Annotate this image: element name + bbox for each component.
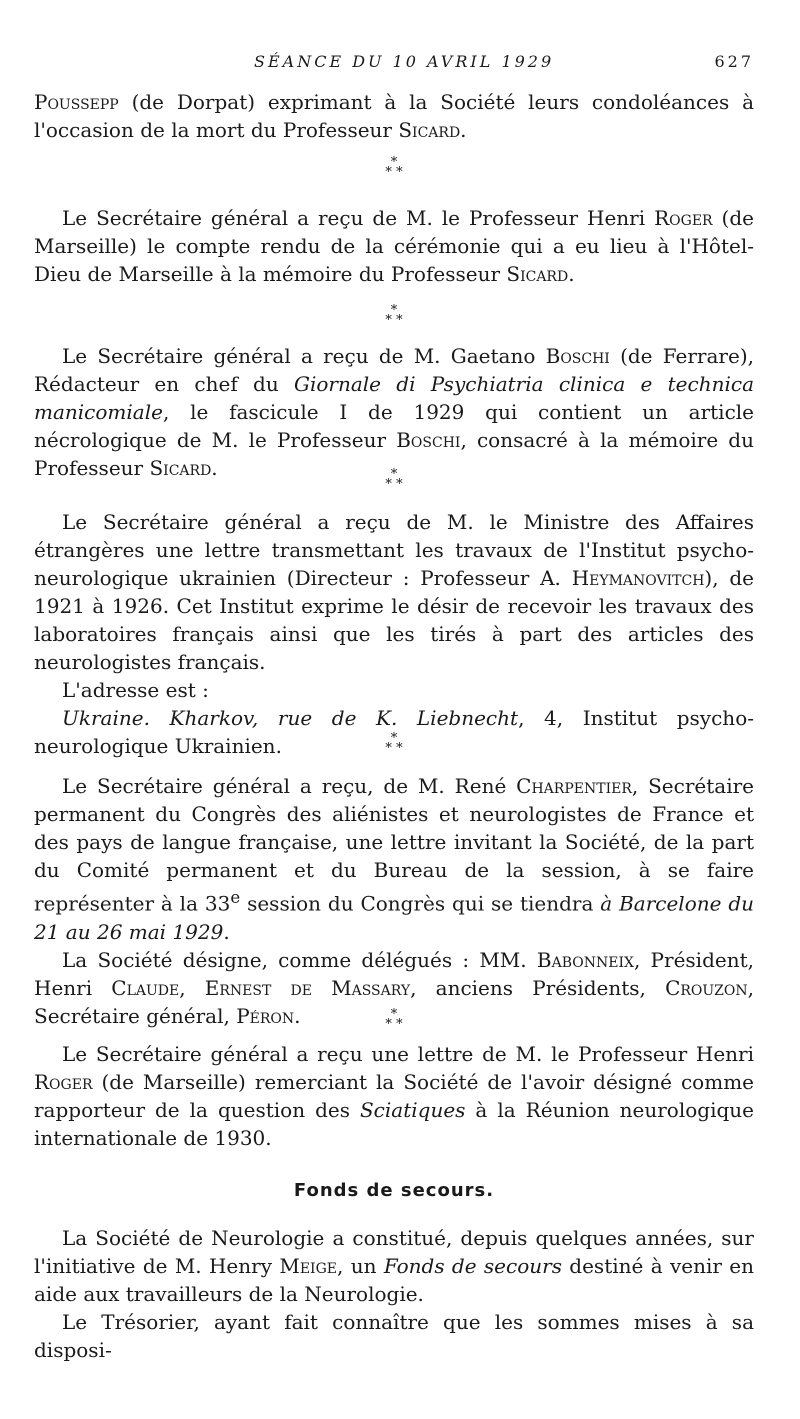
address-line: Ukraine. Kharkov, rue de K. Liebnecht, 4, Institut psycho-neurologique Ukrainien. — [34, 706, 754, 758]
page-number: 627 — [714, 52, 754, 71]
paragraph-tresorier: Le Trésorier, ayant fait connaître que les sommes mises à sa disposi- — [34, 1310, 754, 1362]
paragraph-condolences: Poussepp (de Dorpat) exprimant à la Société leurs condoléances à l'occasion de la mort du Professeur Sicard. — [34, 90, 754, 142]
paragraph-roger-sciatiques: Le Secrétaire général a reçu une lettre de M. le Professeur Henri Roger (de Marseille) remerciant la Société de l'avoir désigné comme rapporteur de la question des Sciatiques à la Réunion neurologique internationale de 1930. — [34, 1042, 754, 1150]
paragraph-boschi: Le Secrétaire général a reçu de M. Gaetano Boschi (de Ferrare), Rédacteur en chef du Giornale di Psychiatria clinica e technica manicomiale, le fascicule I de 1929 qui contient un article nécrologique de M. le Professeur Boschi, consacré à la mémoire du Professeur Sicard. — [34, 344, 754, 480]
paragraph-roger-ceremony: Le Secrétaire général a reçu de M. le Professeur Henri Roger (de Marseille) le compte rendu de la cérémonie qui a eu lieu à l'Hôtel-Dieu de Marseille à la mémoire du Professeur Sicard. — [34, 206, 754, 286]
running-title: SÉANCE DU 10 AVRIL 1929 — [254, 52, 555, 71]
running-header — [34, 52, 754, 80]
section-heading: Fonds de secours. — [293, 1180, 495, 1201]
paragraph-congres-invitation: Le Secrétaire général a reçu, de M. René Charpentier, Secrétaire permanent du Congrès des aliénistes et neurologistes de France et des pays de langue française, une lettre invitant la Société, de la part du Comité permanent et du Bureau de la session, à se faire représenter à la 33e session du Congrès qui se tiendra à Barcelone du 21 au 26 mai 1929. La Société désigne, comme délégués : MM. Babonneix, Président, Henri Claude, Ernest de Massary, anciens Présidents, Crouzon, Secrétaire général, Péron. — [34, 774, 755, 1028]
asterism-separator: * * * — [385, 155, 403, 180]
paragraph-ukrainian-institute: Le Secrétaire général a reçu de M. le Ministre des Affaires étrangères une lettre transmettant les travaux de l'Institut psycho-neurologique ukrainien (Directeur : Professeur A. Heymanovitch), de 1921 à 1926. Cet Institut exprime le désir de recevoir les travaux des laboratoires français ainsi que les tirés à part des articles des neurologistes français. L'adresse est : Ukraine. Kharkov, rue de K. Liebnecht, 4, Institut psycho-neurologique Ukrainien. — [34, 510, 754, 758]
asterism-separator: * * * — [385, 467, 403, 492]
paragraph-fonds-de-secours: La Société de Neurologie a constitué, depuis quelques années, sur l'initiative de M. Henry Meige, un Fonds de secours destiné à venir en aide aux travailleurs de la Neurologie. Le Trésorier, ayant fait connaître que les sommes mises à sa disposi- — [34, 1226, 754, 1362]
asterism-separator: * * * — [385, 303, 403, 328]
name-poussepp: Poussepp — [34, 90, 119, 114]
journal-title: Giornale di Psychiatria clinica e technica manicomiale — [34, 372, 754, 424]
address-label: L'adresse est : — [62, 678, 209, 702]
asterism-separator: * * * — [385, 731, 403, 756]
asterism-separator: * * * — [385, 1007, 403, 1032]
